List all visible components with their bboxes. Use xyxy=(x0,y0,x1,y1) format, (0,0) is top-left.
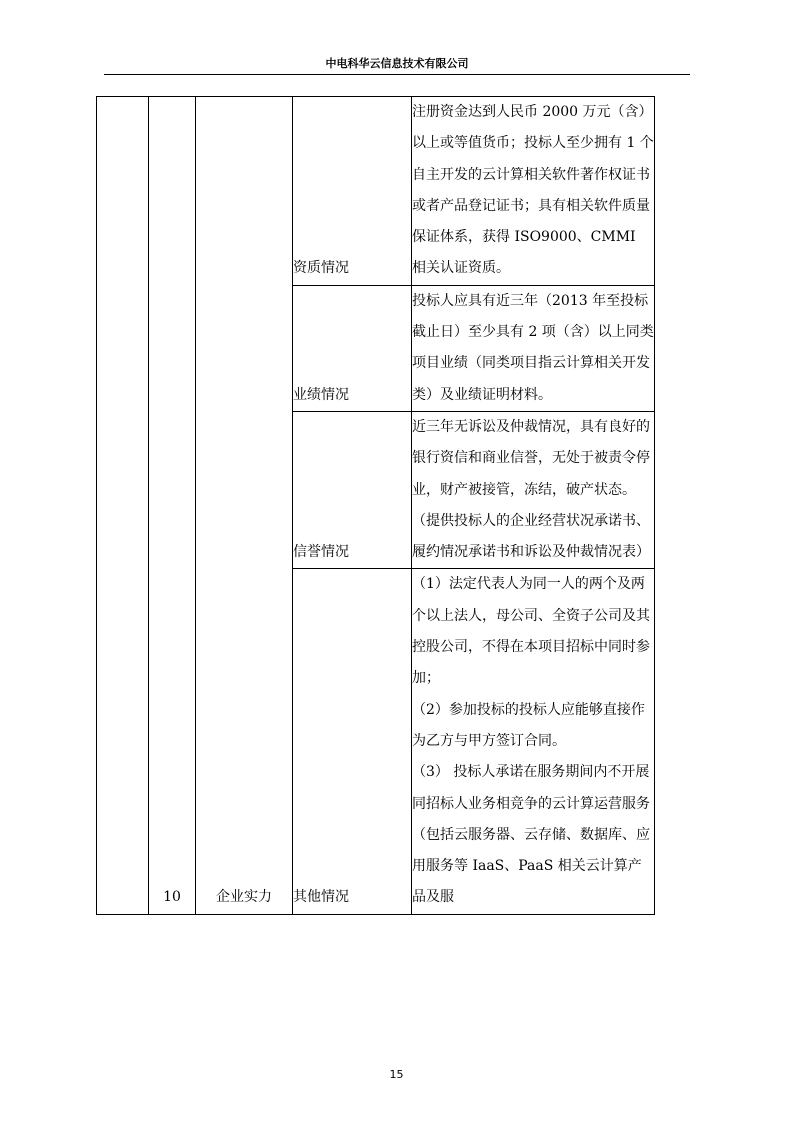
row-number: 10 xyxy=(149,97,196,915)
item-label: 业绩情况 xyxy=(293,285,412,411)
item-description xyxy=(412,97,655,286)
item-label: 其他情况 xyxy=(293,569,412,914)
blank-cell xyxy=(97,97,149,915)
description-paragraph: 注册资金达到人民币 2000 万元（含）以上或等值货币；投标人至少拥有 1 个自主开发的云计算相关软件著作权证书或者产品登记证书；具有相关软件质量保证体系，获得 ISO9000、CMMI 相关认证资质。 xyxy=(412,104,654,277)
page-header: 中电科华云信息技术有限公司 xyxy=(325,57,469,70)
item-description xyxy=(412,285,655,411)
description-paragraph: 投标人应具有近三年（2013 年至投标截止日）至少具有 2 项（含）以上同类项目业绩（同类项目指云计算相关开发类）及业绩证明材料。 xyxy=(412,292,654,403)
description-paragraph: （2）参加投标的投标人应能够直接作为乙方与甲方签订合同。 xyxy=(412,701,645,749)
page-number: 15 xyxy=(389,1068,404,1081)
category-cell: 企业实力 xyxy=(196,97,293,915)
item-label: 信誉情况 xyxy=(293,411,412,568)
requirements-table xyxy=(96,96,655,915)
description-paragraph: 近三年无诉讼及仲裁情况，具有良好的银行资信和商业信誉，无处于被责令停业，财产被接管，冻结，破产状态。（提供投标人的企业经营状况承诺书、履约情况承诺书和诉讼及仲裁情况表） xyxy=(412,418,650,561)
table-row xyxy=(97,97,655,286)
description-paragraph: （3） 投标人承诺在服务期间内不开展同招标人业务相竞争的云计算运营服务（包括云服务器、云存储、数据库、应用服务等 IaaS、PaaS 相关云计算产品及服 xyxy=(412,764,650,906)
header-rule xyxy=(104,74,690,75)
item-description xyxy=(412,411,655,568)
item-description xyxy=(412,569,655,914)
item-label: 资质情况 xyxy=(293,97,412,286)
description-paragraph: （1）法定代表人为同一人的两个及两个以上法人，母公司、全资子公司及其控股公司，不得在本项目招标中同时参加； xyxy=(412,576,650,687)
